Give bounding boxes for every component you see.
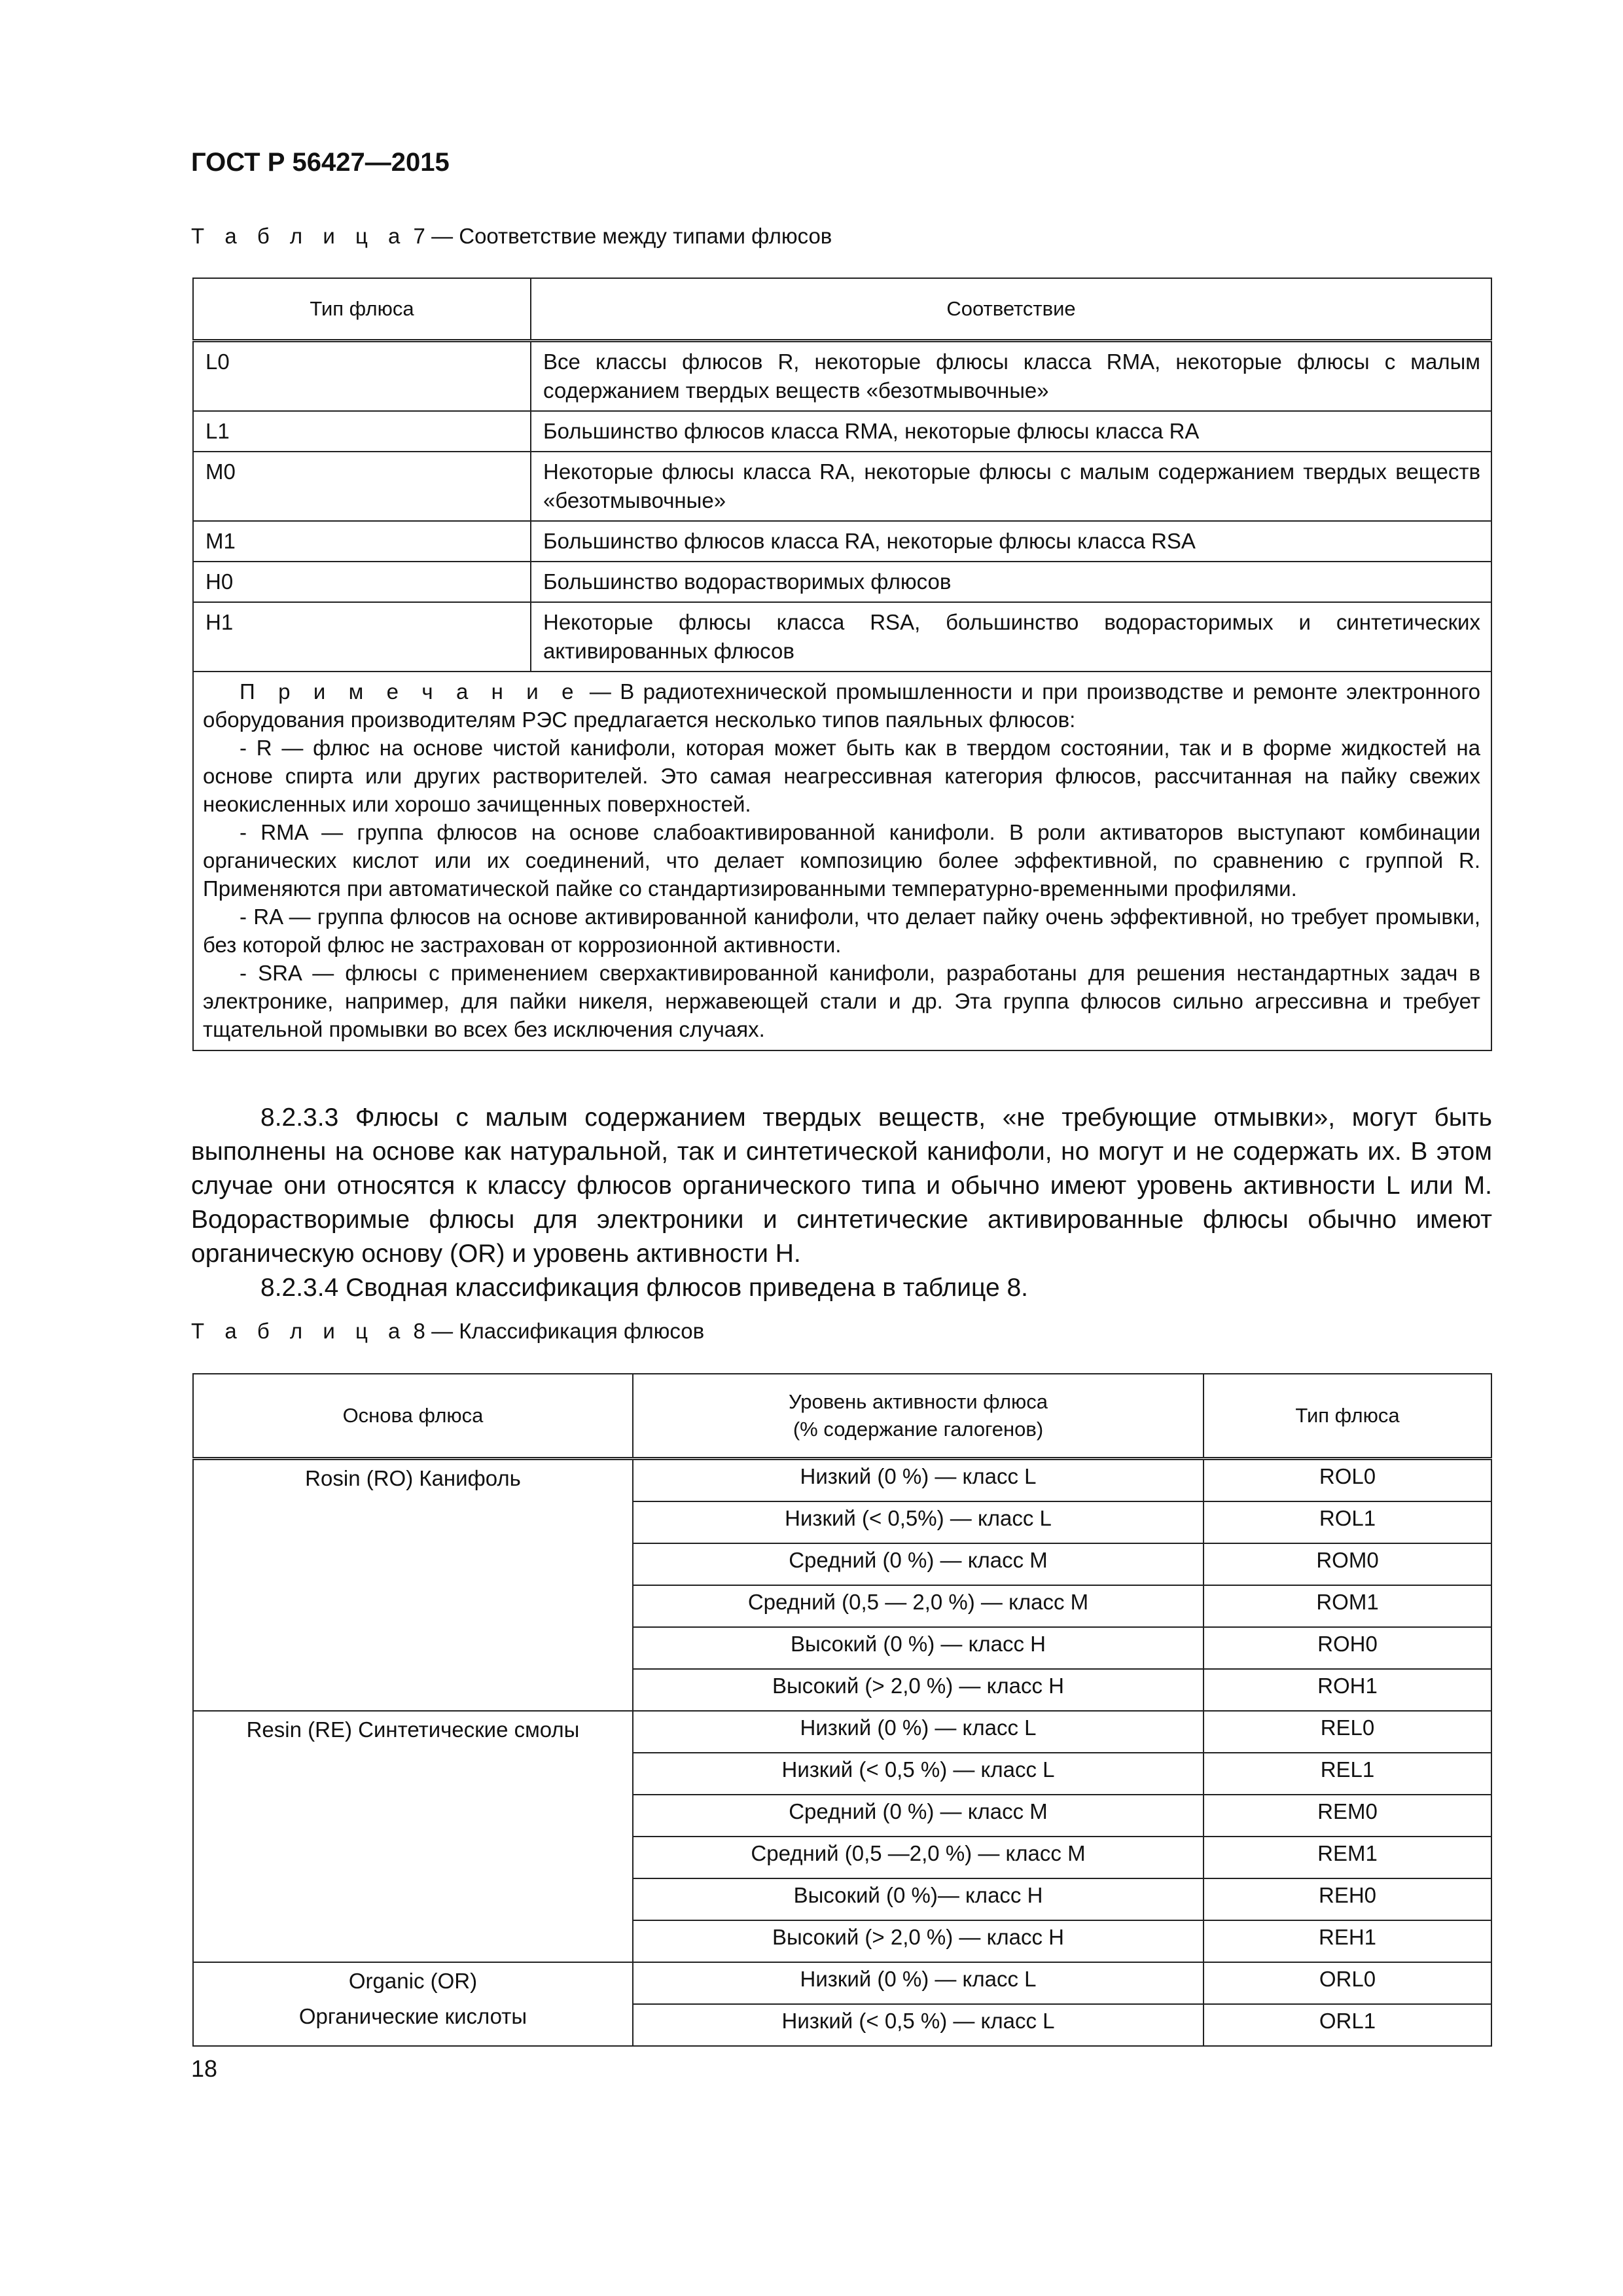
table8-header-row	[193, 1374, 1491, 1459]
activity-cell: Низкий (0 %) — класс L	[633, 1711, 1204, 1753]
type-cell: REH1	[1204, 1920, 1491, 1962]
table8-header-activity-line2: (% содержание галогенов)	[793, 1418, 1044, 1441]
type-cell: ROM1	[1204, 1585, 1491, 1627]
table-flux-type-correspondence	[192, 278, 1492, 1051]
table7-correspondence-cell: Большинство водорастворимых флюсов	[531, 562, 1491, 602]
table8-base-rosin	[193, 1459, 633, 1712]
table-row	[193, 341, 1491, 412]
type-cell: ROM0	[1204, 1543, 1491, 1585]
base-label: Rosin (RO) Канифоль	[305, 1466, 521, 1490]
table7-correspondence-cell: Некоторые флюсы класса RSA, большинство водорасторимых и синтетических активированных флюсов	[531, 602, 1491, 672]
activity-cell: Высокий (> 2,0 %) — класс H	[633, 1669, 1204, 1711]
activity-cell: Низкий (0 %) — класс L	[633, 1962, 1204, 2004]
table7-correspondence-cell: Некоторые флюсы класса RA, некоторые флюсы с малым содержанием твердых веществ «безотмывочные»	[531, 452, 1491, 521]
type-cell: ROL1	[1204, 1501, 1491, 1543]
type-cell: REM1	[1204, 1837, 1491, 1878]
table8-base-resin	[193, 1711, 633, 1962]
type-cell: ROH0	[1204, 1627, 1491, 1669]
table7-correspondence-cell: Все классы флюсов R, некоторые флюсы класса RMA, некоторые флюсы с малым содержанием твердых веществ «безотмывочные»	[531, 341, 1491, 412]
base-label-ru: Органические кислоты	[298, 2004, 527, 2028]
page-number: 18	[191, 2055, 218, 2082]
table7-flux-type-cell: L0	[193, 341, 531, 412]
table-row	[193, 521, 1491, 562]
table-row	[193, 1962, 1491, 2004]
table7-flux-type-cell: M1	[193, 521, 531, 562]
table-row	[193, 1711, 1491, 1753]
type-cell: ROL0	[1204, 1459, 1491, 1502]
table7-correspondence-cell: Большинство флюсов класса RMA, некоторые флюсы класса RA	[531, 411, 1491, 452]
document-code: ГОСТ Р 56427—2015	[191, 148, 450, 177]
type-cell: ORL1	[1204, 2004, 1491, 2046]
table8-caption	[191, 1319, 704, 1344]
activity-cell: Средний (0 %) — класс M	[633, 1795, 1204, 1837]
note-label: П р и м е ч а н и е	[240, 679, 581, 704]
activity-cell: Высокий (0 %)— класс H	[633, 1878, 1204, 1920]
activity-cell: Высокий (> 2,0 %) — класс H	[633, 1920, 1204, 1962]
type-cell: REL1	[1204, 1753, 1491, 1795]
table7-flux-type-cell: L1	[193, 411, 531, 452]
table7-header-correspondence: Соответствие	[531, 278, 1491, 341]
table7-flux-type-cell: H0	[193, 562, 531, 602]
table7-caption	[191, 224, 832, 249]
activity-cell: Средний (0,5 —2,0 %) — класс M	[633, 1837, 1204, 1878]
table7-flux-type-cell: H1	[193, 602, 531, 672]
table-row	[193, 452, 1491, 521]
note-item-r: - R — флюс на основе чистой канифоли, которая может быть как в твердом состоянии, так и в форме жидкостей на основе спирта или других растворителей. Это самая неагрессивная категория флюсов, рассчитанная на пайку свежих неокисленных или хорошо зачищенных поверхностей.	[203, 736, 1480, 816]
activity-cell: Низкий (0 %) — класс L	[633, 1459, 1204, 1502]
note-intro-text: — В радиотехнической промышленности и при производстве и ремонте электронного оборудования производителям РЭС предлагается несколько типов паяльных флюсов:	[203, 679, 1480, 732]
base-label: Organic (OR)	[348, 1969, 478, 1993]
table7-caption-prefix: Т а б л и ц а	[191, 224, 408, 248]
activity-cell: Низкий (< 0,5%) — класс L	[633, 1501, 1204, 1543]
table8-caption-title: 8 — Классификация флюсов	[407, 1319, 705, 1343]
paragraph-8-2-3-3: 8.2.3.3 Флюсы с малым содержанием твердых веществ, «не требующие отмывки», могут быть выполнены на основе как натуральной, так и синтетической канифоли, но могут и не содержать их. В этом случае они относятся к классу флюсов органического типа и обычно имеют уровень активности L или M. Водорастворимые флюсы для электроники и синтетические активированные флюсы обычно имеют органическую основу (OR) и уровень активности H.	[191, 1103, 1492, 1268]
activity-cell: Высокий (0 %) — класс H	[633, 1627, 1204, 1669]
table8-header-activity	[633, 1374, 1204, 1459]
note-item-ra: - RA — группа флюсов на основе активированной канифоли, что делает пайку очень эффективной, но требует промывки, без которой флюс не застрахован от коррозионной активности.	[203, 905, 1480, 957]
table7-header-flux-type: Тип флюса	[193, 278, 531, 341]
table-row	[193, 602, 1491, 672]
type-cell: REL0	[1204, 1711, 1491, 1753]
table7-caption-title: 7 — Соответствие между типами флюсов	[407, 224, 832, 248]
type-cell: REH0	[1204, 1878, 1491, 1920]
activity-cell: Низкий (< 0,5 %) — класс L	[633, 2004, 1204, 2046]
table-row	[193, 562, 1491, 602]
type-cell: ORL0	[1204, 1962, 1491, 2004]
activity-cell: Низкий (< 0,5 %) — класс L	[633, 1753, 1204, 1795]
table-row	[193, 1459, 1491, 1502]
body-text	[191, 1101, 1492, 1305]
table7-header-row	[193, 278, 1491, 341]
table7-note-row	[193, 672, 1491, 1050]
table8-header-base: Основа флюса	[193, 1374, 633, 1459]
type-cell: REM0	[1204, 1795, 1491, 1837]
table7-correspondence-cell: Большинство флюсов класса RA, некоторые флюсы класса RSA	[531, 521, 1491, 562]
table8-header-type: Тип флюса	[1204, 1374, 1491, 1459]
table7-flux-type-cell: M0	[193, 452, 531, 521]
activity-cell: Средний (0,5 — 2,0 %) — класс M	[633, 1585, 1204, 1627]
table-row	[193, 411, 1491, 452]
note-item-rma: - RMA — группа флюсов на основе слабоактивированной канифоли. В роли активаторов выступают комбинации органических кислот или их соединений, что делает композицию более эффективной, по сравнению с группой R. Применяются при автоматической пайке со стандартизированными температурно-временными профилями.	[203, 820, 1480, 901]
table8-caption-prefix: Т а б л и ц а	[191, 1319, 408, 1343]
table-flux-classification	[192, 1373, 1492, 2047]
note-intro	[203, 677, 1480, 734]
base-label: Resin (RE) Синтетические смолы	[246, 1717, 580, 1742]
activity-cell: Средний (0 %) — класс M	[633, 1543, 1204, 1585]
table7-note	[193, 672, 1491, 1050]
type-cell: ROH1	[1204, 1669, 1491, 1711]
table8-header-activity-line1: Уровень активности флюса	[788, 1390, 1048, 1413]
table8-base-organic	[193, 1962, 633, 2046]
note-item-sra: - SRA — флюсы с применением сверхактивированной канифоли, разработаны для решения нестандартных задач в электронике, например, для пайки никеля, нержавеющей стали и др. Эта группа флюсов сильно агрессивна и требует тщательной промывки во всех без исключения случаях.	[203, 961, 1480, 1041]
paragraph-8-2-3-4: 8.2.3.4 Сводная классификация флюсов приведена в таблице 8.	[260, 1274, 1028, 1302]
